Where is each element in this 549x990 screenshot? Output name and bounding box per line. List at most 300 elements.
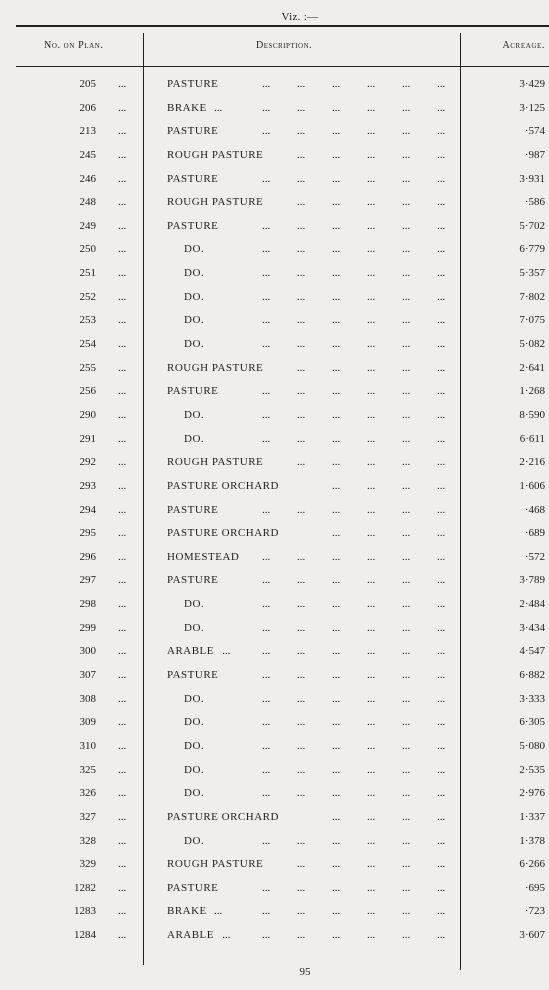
table-row bbox=[0, 811, 549, 835]
leader-dots: ... bbox=[262, 385, 271, 398]
leader-dots: ... bbox=[214, 905, 223, 918]
leader-dots: ... bbox=[118, 598, 127, 611]
table-row bbox=[0, 456, 549, 480]
plan-number: 307 bbox=[79, 669, 96, 682]
leader-dots: ... bbox=[297, 338, 306, 351]
leader-dots: ... bbox=[437, 810, 446, 823]
acreage-value: 6·882 bbox=[519, 669, 545, 682]
leader-dots: ... bbox=[402, 763, 411, 776]
leader-dots: ... bbox=[402, 929, 411, 942]
acreage-value: 5·357 bbox=[519, 267, 545, 280]
leader-dots: ... bbox=[367, 716, 376, 729]
plan-number: 251 bbox=[79, 267, 96, 280]
leader-dots: ... bbox=[437, 267, 446, 280]
leader-dots: ... bbox=[367, 574, 376, 587]
plan-number: 255 bbox=[79, 361, 96, 374]
leader-dots: ... bbox=[437, 503, 446, 516]
leader-dots: ... bbox=[297, 196, 306, 209]
leader-dots: ... bbox=[262, 267, 271, 280]
leader-dots: ... bbox=[367, 219, 376, 232]
leader-dots: ... bbox=[262, 550, 271, 563]
leader-dots: ... bbox=[262, 621, 271, 634]
leader-dots: ... bbox=[437, 905, 446, 918]
acreage-value: 3·931 bbox=[519, 172, 545, 185]
leader-dots: ... bbox=[332, 929, 341, 942]
acreage-value: 3·333 bbox=[519, 692, 545, 705]
leader-dots: ... bbox=[332, 172, 341, 185]
leader-dots: ... bbox=[118, 810, 127, 823]
leader-dots: ... bbox=[118, 479, 127, 492]
plan-number: 298 bbox=[79, 598, 96, 611]
plan-number: 295 bbox=[79, 527, 96, 540]
leader-dots: ... bbox=[402, 621, 411, 634]
description: PASTURE bbox=[167, 503, 219, 516]
leader-dots: ... bbox=[332, 408, 341, 421]
description: DO. bbox=[184, 314, 205, 327]
description: ARABLE bbox=[167, 645, 214, 658]
leader-dots: ... bbox=[402, 101, 411, 114]
leader-dots: ... bbox=[437, 456, 446, 469]
plan-number: 291 bbox=[79, 432, 96, 445]
leader-dots: ... bbox=[332, 598, 341, 611]
leader-dots: ... bbox=[402, 290, 411, 303]
leader-dots: ... bbox=[262, 78, 271, 90]
table-row bbox=[0, 243, 549, 267]
leader-dots: ... bbox=[262, 645, 271, 658]
acreage-value: 3·434 bbox=[519, 621, 545, 634]
leader-dots: ... bbox=[297, 314, 306, 327]
plan-number: 329 bbox=[79, 858, 96, 871]
column-header-acreage: Acreage. bbox=[502, 40, 545, 51]
description: DO. bbox=[184, 716, 205, 729]
description: ROUGH PASTURE bbox=[167, 858, 264, 871]
leader-dots: ... bbox=[437, 763, 446, 776]
acreage-value: 2·535 bbox=[519, 763, 545, 776]
leader-dots: ... bbox=[118, 621, 127, 634]
leader-dots: ... bbox=[332, 810, 341, 823]
leader-dots: ... bbox=[367, 361, 376, 374]
leader-dots: ... bbox=[262, 598, 271, 611]
leader-dots: ... bbox=[437, 408, 446, 421]
plan-number: 245 bbox=[79, 148, 96, 161]
column-header-description: Description. bbox=[256, 40, 313, 51]
plan-number: 246 bbox=[79, 172, 96, 185]
leader-dots: ... bbox=[262, 763, 271, 776]
leader-dots: ... bbox=[332, 645, 341, 658]
acreage-value: 6·611 bbox=[519, 432, 545, 445]
plan-number: 253 bbox=[79, 314, 96, 327]
leader-dots: ... bbox=[332, 503, 341, 516]
leader-dots: ... bbox=[332, 267, 341, 280]
leader-dots: ... bbox=[332, 692, 341, 705]
acreage-value: 5·702 bbox=[519, 219, 545, 232]
table-row bbox=[0, 196, 549, 220]
leader-dots: ... bbox=[262, 716, 271, 729]
leader-dots: ... bbox=[367, 432, 376, 445]
description: DO. bbox=[184, 290, 205, 303]
leader-dots: ... bbox=[297, 574, 306, 587]
leader-dots: ... bbox=[437, 527, 446, 540]
leader-dots: ... bbox=[332, 574, 341, 587]
leader-dots: ... bbox=[262, 834, 271, 847]
leader-dots: ... bbox=[437, 338, 446, 351]
leader-dots: ... bbox=[297, 716, 306, 729]
acreage-value: 2·216 bbox=[519, 456, 545, 469]
table-row bbox=[0, 740, 549, 764]
leader-dots: ... bbox=[297, 763, 306, 776]
leader-dots: ... bbox=[332, 219, 341, 232]
leader-dots: ... bbox=[367, 550, 376, 563]
leader-dots: ... bbox=[262, 881, 271, 894]
leader-dots: ... bbox=[262, 101, 271, 114]
description: PASTURE bbox=[167, 219, 219, 232]
leader-dots: ... bbox=[437, 881, 446, 894]
header-rule bbox=[16, 66, 549, 67]
leader-dots: ... bbox=[118, 290, 127, 303]
leader-dots: ... bbox=[262, 574, 271, 587]
acreage-value: 7·802 bbox=[519, 290, 545, 303]
leader-dots: ... bbox=[332, 858, 341, 871]
leader-dots: ... bbox=[297, 834, 306, 847]
leader-dots: ... bbox=[402, 196, 411, 209]
description: ROUGH PASTURE bbox=[167, 148, 264, 161]
leader-dots: ... bbox=[367, 810, 376, 823]
leader-dots: ... bbox=[118, 645, 127, 658]
table-row bbox=[0, 574, 549, 598]
leader-dots: ... bbox=[437, 692, 446, 705]
table-row bbox=[0, 149, 549, 173]
leader-dots: ... bbox=[297, 739, 306, 752]
leader-dots: ... bbox=[297, 929, 306, 942]
plan-number: 300 bbox=[79, 645, 96, 658]
leader-dots: ... bbox=[118, 172, 127, 185]
leader-dots: ... bbox=[118, 78, 127, 90]
leader-dots: ... bbox=[367, 385, 376, 398]
description: DO. bbox=[184, 408, 205, 421]
plan-number: 292 bbox=[79, 456, 96, 469]
acreage-value: ·987 bbox=[524, 148, 545, 161]
leader-dots: ... bbox=[118, 219, 127, 232]
description: PASTURE bbox=[167, 78, 219, 90]
page-number: 95 bbox=[299, 966, 311, 978]
description: PASTURE ORCHARD bbox=[167, 527, 279, 540]
leader-dots: ... bbox=[118, 905, 127, 918]
leader-dots: ... bbox=[262, 669, 271, 682]
leader-dots: ... bbox=[402, 716, 411, 729]
acreage-value: 2·484 bbox=[519, 598, 545, 611]
description: HOMESTEAD bbox=[167, 550, 240, 563]
leader-dots: ... bbox=[402, 503, 411, 516]
leader-dots: ... bbox=[118, 739, 127, 752]
leader-dots: ... bbox=[402, 669, 411, 682]
plan-number: 294 bbox=[79, 503, 96, 516]
plan-number: 326 bbox=[79, 787, 96, 800]
leader-dots: ... bbox=[402, 78, 411, 90]
description: DO. bbox=[184, 739, 205, 752]
description: DO. bbox=[184, 432, 205, 445]
leader-dots: ... bbox=[437, 148, 446, 161]
leader-dots: ... bbox=[437, 645, 446, 658]
leader-dots: ... bbox=[332, 125, 341, 138]
leader-dots: ... bbox=[402, 267, 411, 280]
leader-dots: ... bbox=[367, 125, 376, 138]
viz-caption: Viz. :— bbox=[281, 11, 319, 23]
leader-dots: ... bbox=[332, 550, 341, 563]
leader-dots: ... bbox=[437, 479, 446, 492]
description: PASTURE bbox=[167, 669, 219, 682]
leader-dots: ... bbox=[118, 692, 127, 705]
description: DO. bbox=[184, 787, 205, 800]
acreage-value: ·695 bbox=[524, 881, 545, 894]
leader-dots: ... bbox=[332, 290, 341, 303]
leader-dots: ... bbox=[367, 692, 376, 705]
acreage-value: ·572 bbox=[524, 550, 545, 563]
table-row bbox=[0, 929, 549, 953]
table-row bbox=[0, 669, 549, 693]
acreage-value: 1·378 bbox=[519, 834, 545, 847]
leader-dots: ... bbox=[118, 314, 127, 327]
table-row bbox=[0, 527, 549, 551]
acreage-value: 8·590 bbox=[519, 408, 545, 421]
leader-dots: ... bbox=[297, 101, 306, 114]
leader-dots: ... bbox=[402, 810, 411, 823]
leader-dots: ... bbox=[402, 692, 411, 705]
leader-dots: ... bbox=[437, 739, 446, 752]
leader-dots: ... bbox=[118, 456, 127, 469]
leader-dots: ... bbox=[262, 408, 271, 421]
leader-dots: ... bbox=[118, 763, 127, 776]
table-row bbox=[0, 220, 549, 244]
description: ARABLE bbox=[167, 929, 214, 942]
leader-dots: ... bbox=[297, 243, 306, 256]
leader-dots: ... bbox=[367, 598, 376, 611]
leader-dots: ... bbox=[367, 787, 376, 800]
plan-number: 1282 bbox=[74, 881, 96, 894]
leader-dots: ... bbox=[437, 172, 446, 185]
leader-dots: ... bbox=[437, 78, 446, 90]
leader-dots: ... bbox=[297, 905, 306, 918]
table-row bbox=[0, 78, 549, 102]
leader-dots: ... bbox=[367, 929, 376, 942]
leader-dots: ... bbox=[297, 219, 306, 232]
leader-dots: ... bbox=[118, 408, 127, 421]
leader-dots: ... bbox=[367, 763, 376, 776]
leader-dots: ... bbox=[402, 739, 411, 752]
leader-dots: ... bbox=[332, 621, 341, 634]
leader-dots: ... bbox=[437, 432, 446, 445]
leader-dots: ... bbox=[297, 78, 306, 90]
leader-dots: ... bbox=[332, 763, 341, 776]
leader-dots: ... bbox=[262, 314, 271, 327]
leader-dots: ... bbox=[437, 125, 446, 138]
leader-dots: ... bbox=[402, 479, 411, 492]
leader-dots: ... bbox=[332, 716, 341, 729]
acreage-value: 7·075 bbox=[519, 314, 545, 327]
table-row bbox=[0, 504, 549, 528]
leader-dots: ... bbox=[367, 267, 376, 280]
leader-dots: ... bbox=[297, 290, 306, 303]
plan-number: 1284 bbox=[74, 929, 96, 942]
leader-dots: ... bbox=[332, 456, 341, 469]
description: DO. bbox=[184, 338, 205, 351]
table-row bbox=[0, 409, 549, 433]
leader-dots: ... bbox=[262, 929, 271, 942]
leader-dots: ... bbox=[402, 172, 411, 185]
description: PASTURE bbox=[167, 172, 219, 185]
leader-dots: ... bbox=[297, 456, 306, 469]
leader-dots: ... bbox=[367, 172, 376, 185]
leader-dots: ... bbox=[437, 314, 446, 327]
table-row bbox=[0, 480, 549, 504]
leader-dots: ... bbox=[118, 669, 127, 682]
acreage-value: 2·976 bbox=[519, 787, 545, 800]
acreage-value: 3·789 bbox=[519, 574, 545, 587]
leader-dots: ... bbox=[118, 432, 127, 445]
description: DO. bbox=[184, 621, 205, 634]
leader-dots: ... bbox=[332, 905, 341, 918]
plan-number: 254 bbox=[79, 338, 96, 351]
leader-dots: ... bbox=[367, 314, 376, 327]
leader-dots: ... bbox=[367, 148, 376, 161]
acreage-value: 3·125 bbox=[519, 101, 545, 114]
table-row bbox=[0, 693, 549, 717]
table-row bbox=[0, 858, 549, 882]
leader-dots: ... bbox=[297, 881, 306, 894]
leader-dots: ... bbox=[437, 243, 446, 256]
leader-dots: ... bbox=[332, 338, 341, 351]
leader-dots: ... bbox=[437, 574, 446, 587]
table-row bbox=[0, 787, 549, 811]
leader-dots: ... bbox=[402, 314, 411, 327]
acreage-value: 5·080 bbox=[519, 739, 545, 752]
leader-dots: ... bbox=[437, 101, 446, 114]
plan-number: 297 bbox=[79, 574, 96, 587]
plan-number: 296 bbox=[79, 550, 96, 563]
leader-dots: ... bbox=[118, 267, 127, 280]
leader-dots: ... bbox=[332, 834, 341, 847]
leader-dots: ... bbox=[437, 385, 446, 398]
leader-dots: ... bbox=[332, 527, 341, 540]
leader-dots: ... bbox=[437, 598, 446, 611]
leader-dots: ... bbox=[297, 550, 306, 563]
leader-dots: ... bbox=[402, 432, 411, 445]
leader-dots: ... bbox=[297, 621, 306, 634]
leader-dots: ... bbox=[367, 479, 376, 492]
acreage-value: 6·779 bbox=[519, 243, 545, 256]
description: BRAKE bbox=[167, 101, 207, 114]
leader-dots: ... bbox=[402, 148, 411, 161]
plan-number: 250 bbox=[79, 243, 96, 256]
plan-number: 248 bbox=[79, 196, 96, 209]
leader-dots: ... bbox=[332, 78, 341, 90]
leader-dots: ... bbox=[332, 669, 341, 682]
leader-dots: ... bbox=[437, 929, 446, 942]
leader-dots: ... bbox=[118, 125, 127, 138]
leader-dots: ... bbox=[437, 716, 446, 729]
leader-dots: ... bbox=[262, 787, 271, 800]
leader-dots: ... bbox=[118, 148, 127, 161]
leader-dots: ... bbox=[367, 645, 376, 658]
description: PASTURE ORCHARD bbox=[167, 479, 279, 492]
table-row bbox=[0, 125, 549, 149]
acreage-value: ·574 bbox=[524, 125, 545, 138]
leader-dots: ... bbox=[262, 172, 271, 185]
leader-dots: ... bbox=[332, 432, 341, 445]
leader-dots: ... bbox=[332, 479, 341, 492]
leader-dots: ... bbox=[367, 290, 376, 303]
table-row bbox=[0, 622, 549, 646]
plan-number: 293 bbox=[79, 479, 96, 492]
acreage-value: 1·268 bbox=[519, 385, 545, 398]
leader-dots: ... bbox=[222, 645, 231, 658]
leader-dots: ... bbox=[437, 196, 446, 209]
leader-dots: ... bbox=[402, 645, 411, 658]
column-header-no: No. on Plan. bbox=[44, 40, 104, 51]
leader-dots: ... bbox=[118, 243, 127, 256]
leader-dots: ... bbox=[402, 905, 411, 918]
leader-dots: ... bbox=[297, 503, 306, 516]
description: DO. bbox=[184, 692, 205, 705]
leader-dots: ... bbox=[118, 503, 127, 516]
leader-dots: ... bbox=[332, 243, 341, 256]
leader-dots: ... bbox=[402, 834, 411, 847]
plan-number: 205 bbox=[79, 78, 96, 90]
leader-dots: ... bbox=[262, 125, 271, 138]
leader-dots: ... bbox=[437, 669, 446, 682]
description: DO. bbox=[184, 598, 205, 611]
table-row bbox=[0, 338, 549, 362]
plan-number: 309 bbox=[79, 716, 96, 729]
leader-dots: ... bbox=[402, 243, 411, 256]
table-row bbox=[0, 598, 549, 622]
description: ROUGH PASTURE bbox=[167, 196, 264, 209]
acreage-value: 2·641 bbox=[519, 361, 545, 374]
leader-dots: ... bbox=[118, 834, 127, 847]
description: PASTURE bbox=[167, 125, 219, 138]
leader-dots: ... bbox=[332, 385, 341, 398]
leader-dots: ... bbox=[297, 692, 306, 705]
plan-number: 310 bbox=[79, 739, 96, 752]
leader-dots: ... bbox=[402, 550, 411, 563]
leader-dots: ... bbox=[402, 574, 411, 587]
acreage-value: 6·305 bbox=[519, 716, 545, 729]
leader-dots: ... bbox=[332, 787, 341, 800]
leader-dots: ... bbox=[297, 669, 306, 682]
leader-dots: ... bbox=[437, 787, 446, 800]
leader-dots: ... bbox=[402, 858, 411, 871]
leader-dots: ... bbox=[118, 527, 127, 540]
leader-dots: ... bbox=[297, 385, 306, 398]
table-row bbox=[0, 905, 549, 929]
table-row bbox=[0, 267, 549, 291]
leader-dots: ... bbox=[118, 858, 127, 871]
leader-dots: ... bbox=[332, 361, 341, 374]
leader-dots: ... bbox=[332, 148, 341, 161]
leader-dots: ... bbox=[437, 621, 446, 634]
description: PASTURE bbox=[167, 385, 219, 398]
table-row bbox=[0, 835, 549, 859]
acreage-value: ·689 bbox=[524, 527, 545, 540]
leader-dots: ... bbox=[118, 385, 127, 398]
leader-dots: ... bbox=[402, 338, 411, 351]
leader-dots: ... bbox=[297, 408, 306, 421]
description: DO. bbox=[184, 267, 205, 280]
leader-dots: ... bbox=[297, 645, 306, 658]
leader-dots: ... bbox=[118, 881, 127, 894]
table-row bbox=[0, 314, 549, 338]
leader-dots: ... bbox=[402, 527, 411, 540]
acreage-value: 6·266 bbox=[519, 858, 545, 871]
